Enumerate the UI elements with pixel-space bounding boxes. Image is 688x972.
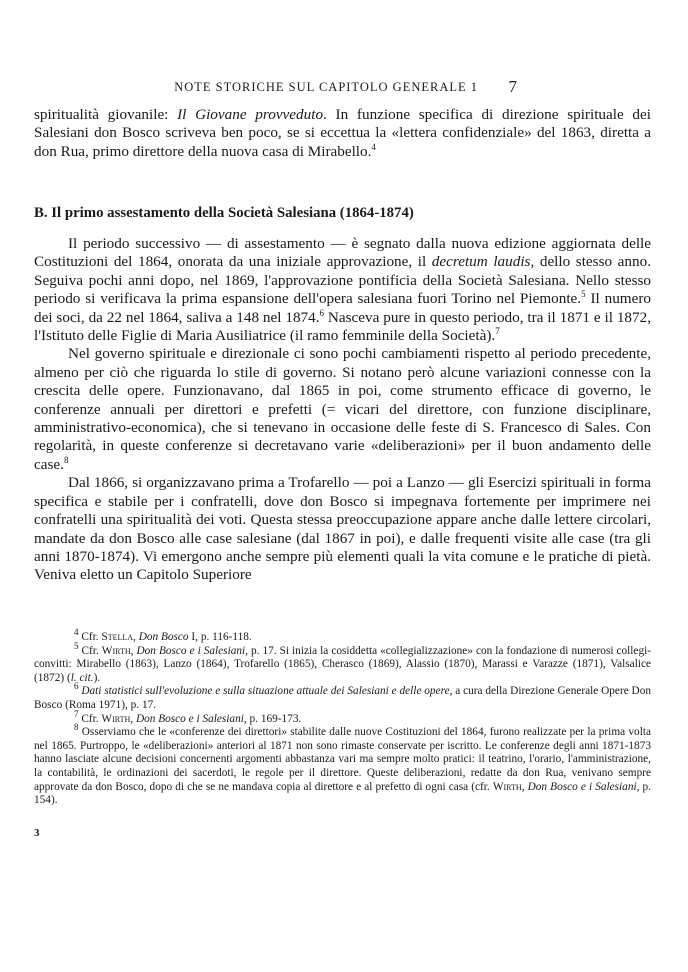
footnote-7: $^7$ Cfr. Wirth, Don Bosco e i Salesiani, p. 169-173. <box>74 708 302 725</box>
footnote-4: $^4$ Cfr. Stella, Don Bosco I, p. 116-118. <box>74 627 252 643</box>
footnote-6: $^6$ Dati statistici sull'evoluzione e sulla situazione attuale dei Salesiani e delle opere, a cura della Direzione Generale Opere Don Bosco (Roma 1971), p. 17. <box>34 681 652 711</box>
paragraph-3: Nel governo spirituale e direzionale ci sono pochi cambiamenti rispetto al periodo precedente, almeno per ciò che riguarda lo stile di governo. Si notano però alcune variazioni connesse con la crescita delle opere. Funzionavano, dal 1865 in poi, come strumento efficace di governo, le conferenze annuali per direttori e prefetti (= vicari del direttore, con funzione disciplinare, amministrativo-economica), che si tenevano in occasione delle feste di S. Francesco di Sales. Con regolarità, in queste conferenze si decretavano varie «deliberazioni» per il buon andamento delle case.$^8$ <box>34 345 651 473</box>
page-number: 7 <box>508 77 517 96</box>
running-head-title: NOTE STORICHE SUL CAPITOLO GENERALE 1 <box>174 80 478 94</box>
footnote-ref: 4 <box>371 141 376 152</box>
footnote-5: $^5$ Cfr. Wirth, Don Bosco e i Salesiani, p. 17. Si inizia la cosiddetta «collegializzazione» con la fondazione di numerosi collegi-convitti: Mirabello (1863), Lanzo (1864), Trofarello (1865), Cherasco (1869), Alassio (1870), Marassi e Varazze (1871), Valsalice (1872) (l. cit.). <box>34 640 651 684</box>
footnote-8: $^8$ Osserviamo che le «conferenze dei direttori» stabilite dalle nuove Costituzioni del 1864, furono realizzate per la prima volta nel 1865. Purtroppo, le «deliberazioni» anteriori al 1871 non sono rimaste conservate per iscritto. Le conferenze degli anni 1871-1873 hanno lasciate alcune decisioni concernenti argomenti abbastanza vari ma sempre molto pratici: il teatrino, l'orario, l'amministrazione, la contabilità, le ordinazioni dei sacerdoti, le regole per il direttore. Queste deliberazioni, redatte da don Rua, venivano sempre approvate da don Bosco, dopo di che se ne mandava copia al direttore e al prefetto di ogni casa (cfr. Wirth, Don Bosco e i Salesiani, p. 154). <box>34 722 651 807</box>
footnote-ref: 7 <box>495 325 500 336</box>
paragraph-4: Dal 1866, si organizzavano prima a Trofarello — poi a Lanzo — gli Esercizi spirituali in forma specifica e stabile per i confratelli, dove don Bosco si impegnava fortemente per imprimere nei confratelli una spiritualità dei voti. Questa stessa preoccupazione appare anche dalle lettere circolari, mandate da don Bosco alle case salesiane (dal 1867 in poi), e dalle frequenti visite alle case (tra gli anni 1870-1874). Vi emergono anche sempre più elementi quali la vita comune e le pratiche di pietà. Veniva eletto un Capitolo Superiore <box>34 474 651 584</box>
folio-signature: 3 <box>34 827 40 839</box>
footnote-ref: 8 <box>63 454 69 465</box>
section-heading: B. Il primo assestamento della Società Salesiana (1864-1874) <box>34 205 414 221</box>
running-head <box>0 77 688 100</box>
footnotes <box>34 627 652 808</box>
paragraph-2: Il periodo successivo — di assestamento — è segnato dalla nuova edizione aggiornata delle Costituzioni del 1864, onorata da una iniziale approvazione, il decretum laudis, dello stesso anno. Seguiva pochi anni dopo, nel 1869, l'approvazione pontificia della Società Salesiana. Nello stesso periodo si verificava la prima espansione dell'opera salesiana fuori Torino nel Piemonte.$^5$ Il numero dei soci, da 22 nel 1864, saliva a 148 nel 1874.$^6$ Nasceva pure in questo periodo, tra il 1871 e il 1872, l'Istituto delle Figlie di Maria Ausiliatrice (il ramo femminile della Società).$^7$ <box>34 235 651 345</box>
paragraph-1: spiritualità giovanile: Il Giovane provveduto. In funzione specifica di direzione spirituale dei Salesiani don Bosco scriveva ben poco, se si eccettua la «lettera confidenziale» del 1863, diretta a don Rua, primo direttore della nuova casa di Mirabello.$^4$ <box>34 106 651 160</box>
main-text <box>34 235 651 585</box>
footnote-ref: 5 <box>581 289 586 300</box>
footnote-ref: 6 <box>319 307 325 318</box>
